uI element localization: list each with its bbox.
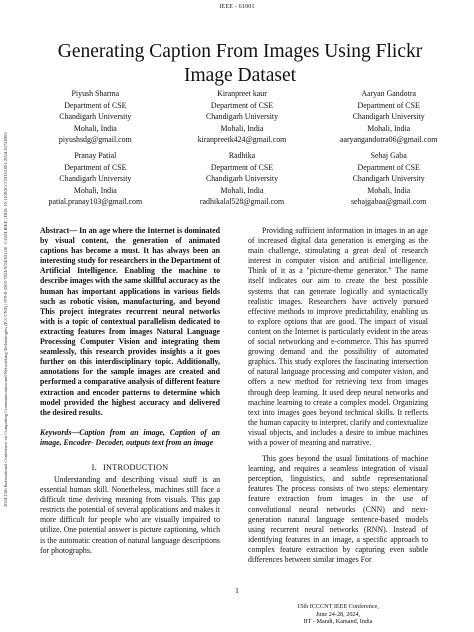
section-title: INTRODUCTION bbox=[102, 462, 169, 472]
author-dept: Department of CSE bbox=[64, 162, 127, 172]
author-row-1 bbox=[22, 88, 462, 146]
author-univ: Chandigarh University bbox=[352, 112, 425, 121]
author-block bbox=[315, 88, 462, 146]
footer-line-2: June 24-28, 2024, bbox=[315, 610, 361, 618]
author-name: Pranay Patial bbox=[74, 151, 117, 160]
author-email[interactable]: aaryangandotra06@gmail.com bbox=[340, 135, 438, 144]
author-block bbox=[169, 88, 316, 146]
conference-footer bbox=[248, 603, 428, 626]
author-location: Mohali, India bbox=[220, 185, 264, 195]
author-univ: Chandigarh University bbox=[352, 174, 425, 183]
right-column bbox=[248, 226, 428, 565]
author-location: Mohali, India bbox=[73, 185, 117, 195]
introduction-heading bbox=[40, 462, 220, 473]
author-dept: Department of CSE bbox=[64, 100, 127, 110]
author-univ: Chandigarh University bbox=[59, 174, 132, 183]
author-location: Mohali, India bbox=[367, 123, 411, 133]
author-univ: Chandigarh University bbox=[205, 112, 279, 121]
title-line-2: Image Dataset bbox=[183, 65, 297, 86]
section-number: I. bbox=[91, 462, 97, 472]
author-dept: Department of CSE bbox=[357, 100, 420, 110]
author-name: Sehaj Gaba bbox=[370, 151, 407, 160]
author-dept: Department of CSE bbox=[210, 162, 274, 172]
author-location: Mohali, India bbox=[220, 123, 264, 133]
author-email[interactable]: patial.pranay103@gmail.com bbox=[48, 197, 143, 206]
author-row-2 bbox=[22, 150, 462, 208]
author-name: Radhika bbox=[228, 151, 256, 160]
author-block bbox=[315, 150, 462, 208]
author-location: Mohali, India bbox=[367, 185, 411, 195]
footer-line-1: 15th ICCCNT IEEE Conference, bbox=[297, 603, 379, 610]
body-paragraph-2: This goes beyond the usual limitations of machine learning, and requires a seamless integration of visual perception, linguistics, and subtle representational features The process consists of two steps: elementary feature extraction from images in the use of convolutional neural networks (CNN) and next-generation natural language sentence-based models using recurrent neural networks (RNN). Instead of identifying features in an image, a specific approach to complex feature extraction by capturing even subtle differences between similar images For bbox=[248, 454, 428, 564]
left-column bbox=[40, 226, 220, 556]
author-email[interactable]: sehajgabaa@gmail.com bbox=[350, 197, 427, 206]
paper-title bbox=[40, 40, 440, 88]
side-citation-note: 2024 15th International Conference on Computing Communication and Networking Technologies (ICCCNT) | 979-8-3503-7024-9/24/$31.00 ©2024 IEEE | DOI: 10.1109/ICCCNT61001.2024.10724963 bbox=[3, 132, 8, 508]
conference-id: IEEE - 61001 bbox=[219, 4, 255, 10]
author-univ: Chandigarh University bbox=[59, 112, 132, 121]
abstract-text: Abstract— In an age where the Internet is dominated by visual content, the generation of animated captions has become a must. It has always been an interesting study for researchers in the Department of Artificial Intelligence. Enabling the machine to describe images with the same skillful accuracy as the human has important applications in various fields such as robotic vision, manufacturing, and beyond This project integrates recurrent neural networks with is a topic of contextual parallelism dedicated to extracting features from images Natural Language Processing Computer Vision and integrating them seamlessly, this research provides insights a it goes further on this interdisciplinary topic. Additionally, annotations for the sample images are created and performed a comparative analysis of different feature extraction and encoder patterns to determine which model provided the highest accuracy and delivered the desired results. bbox=[40, 226, 221, 417]
author-name: Kiranpreet kaur bbox=[217, 89, 267, 98]
author-name: Aaryan Gandotra bbox=[361, 89, 416, 98]
author-name: Piyush Sharma bbox=[71, 89, 120, 98]
author-dept: Department of CSE bbox=[210, 100, 274, 110]
author-email[interactable]: kiranpreetk424@gmail.com bbox=[197, 135, 287, 144]
page-number: 1 bbox=[235, 586, 239, 595]
title-line-1: Generating Caption From Images Using Flickr bbox=[57, 41, 423, 62]
keywords-text: Keywords—Caption from an image, Caption of an image, Encoder- Decoder, outputs text from an image bbox=[40, 427, 220, 447]
body-paragraph-1: Providing sufficient information in images in an age of increased digital data generation is emerging as the main challenge, stimulating a great deal of research interest in computer vision and artificial intelligence. Think of it as a "picture-theme generator." The name itself indicates our aim to create the best possible systems that can generate logically and syntactically realistic images. Researchers have actively pursued effective methods to improve predictability, enabling us to explore options that are good. The impact of visual content on the Internet is particularly evident in the areas of social networking and e-commerce. This has spurred growing demand and the possibility of automated graphics. This study explores the fascinating intersection of natural language processing and computer vision, and offers a new method for retrieving text from images through deep learning. It used deep neural networks and machine learning to create a complex model. Organizing text into images goes beyond technical skills. It reflects the human capacity to interpret, clarify and contextualize visual objects, and includes a desire to imbue machines with a power of meaning and narrative. bbox=[248, 226, 428, 447]
author-block bbox=[22, 150, 169, 208]
footer-line-3: IIT - Mandi, Kamand, India bbox=[303, 618, 373, 626]
author-location: Mohali, India bbox=[73, 123, 117, 133]
author-univ: Chandigarh University bbox=[205, 174, 279, 183]
author-dept: Department of CSE bbox=[357, 162, 420, 172]
author-email[interactable]: radhikalal528@gmail.com bbox=[199, 197, 285, 206]
author-block bbox=[22, 88, 169, 146]
author-block bbox=[169, 150, 316, 208]
introduction-paragraph: Understanding and describing visual stuff is an essential human skill. Nonetheless, machines still face a difficult time deriving meaning from visuals. This gap restricts the potential of several applications and makes it more difficult for people who are visually impaired to utilize. One potential answer is picture captioning, which is the automatic creation of natural language descriptions for photographs. bbox=[40, 474, 220, 555]
author-email[interactable]: piyushsdg@gmail.com bbox=[58, 135, 132, 144]
